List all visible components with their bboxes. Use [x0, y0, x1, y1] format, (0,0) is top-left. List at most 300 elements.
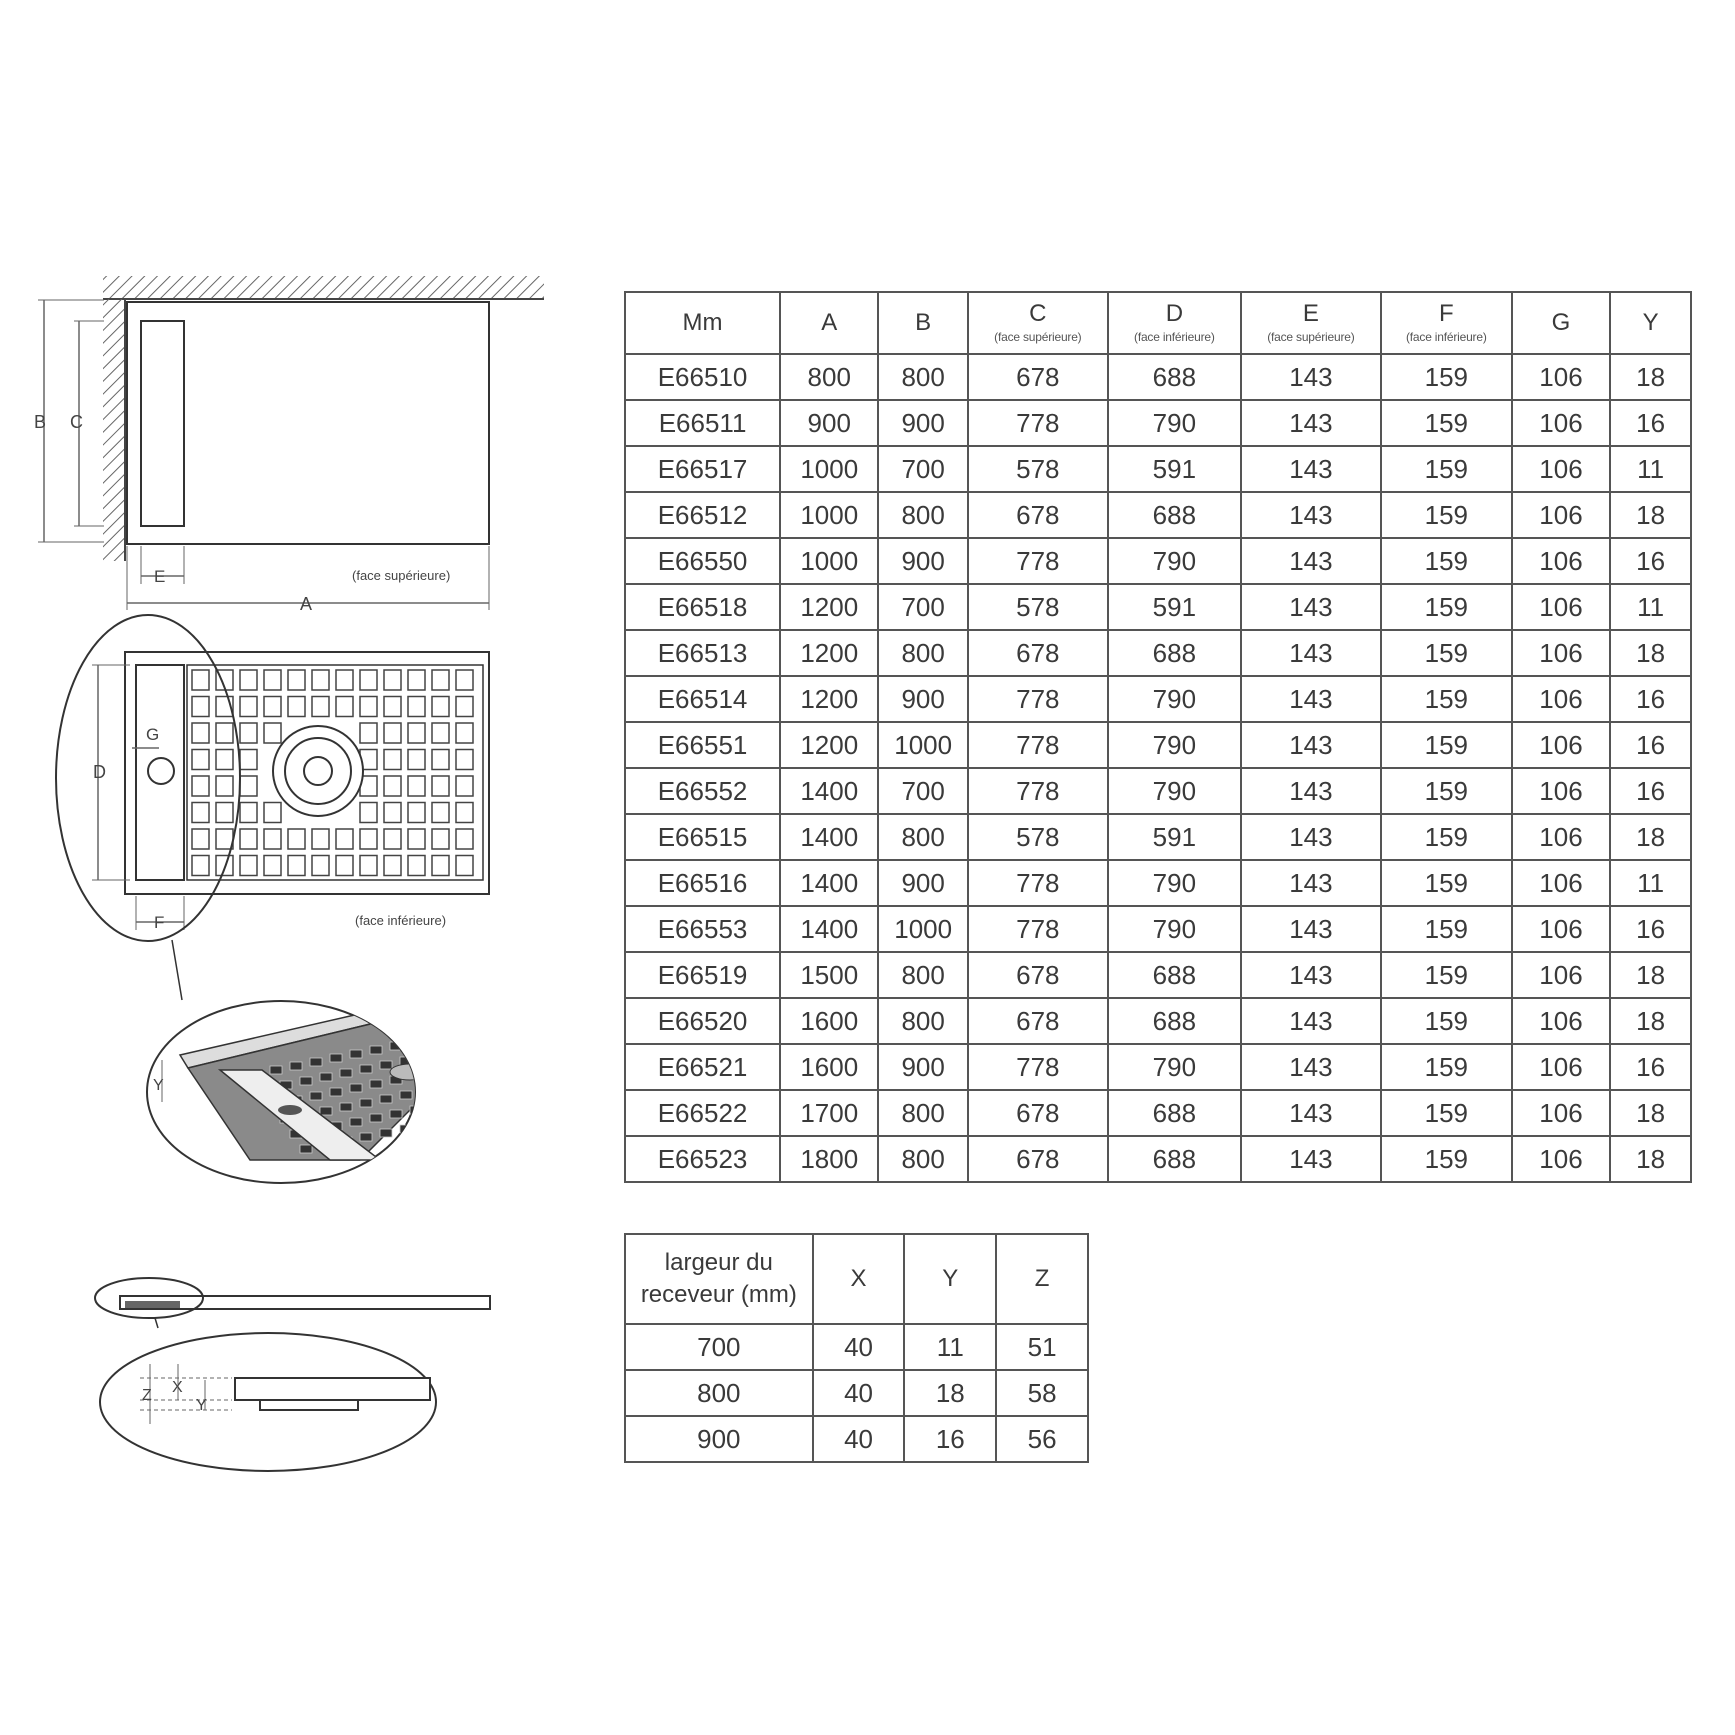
rib-3d-cell [290, 1062, 302, 1070]
tray-outline-top [127, 302, 489, 544]
header-cell [1381, 292, 1512, 354]
table-cell: E66523 [625, 1136, 780, 1182]
table-cell: 159 [1381, 952, 1512, 998]
rib-3d-cell [420, 1121, 432, 1129]
table-cell: 790 [1108, 676, 1241, 722]
header-cell [1108, 292, 1241, 354]
rib-3d-cell [270, 1066, 282, 1074]
table-cell: E66551 [625, 722, 780, 768]
rib-3d-cell [360, 1065, 372, 1073]
table-cell: 18 [1610, 630, 1691, 676]
rib-3d-cell [380, 1061, 392, 1069]
table-row [625, 584, 1691, 630]
rib-3d-cell [430, 1102, 442, 1110]
table-cell: 16 [1610, 538, 1691, 584]
table-cell: 40 [813, 1416, 905, 1462]
header-label: F [1438, 300, 1454, 327]
table-cell: 790 [1108, 768, 1241, 814]
header-label: Mm [682, 309, 723, 336]
rib-cell [408, 803, 425, 823]
table-cell: 11 [904, 1324, 996, 1370]
rib-cell [240, 776, 257, 796]
table-cell: 790 [1108, 906, 1241, 952]
table-cell: E66515 [625, 814, 780, 860]
rib-cell [336, 856, 353, 876]
table-cell: E66511 [625, 400, 780, 446]
rib-cell [288, 697, 305, 717]
rib-cell [432, 697, 449, 717]
table-cell: 106 [1512, 400, 1610, 446]
rib-3d-cell [330, 1088, 342, 1096]
rib-cell [312, 856, 329, 876]
rib-cell [360, 670, 377, 690]
rib-cell [360, 829, 377, 849]
rib-3d-cell [340, 1069, 352, 1077]
table-cell: 143 [1241, 952, 1381, 998]
table-cell: 159 [1381, 630, 1512, 676]
rib-cell [432, 856, 449, 876]
table-cell: 800 [878, 492, 968, 538]
table-cell: 778 [968, 722, 1108, 768]
table-cell: 778 [968, 1044, 1108, 1090]
label-D: D [93, 762, 106, 782]
rib-cell [384, 776, 401, 796]
rib-cell [432, 723, 449, 743]
table-cell: 800 [625, 1370, 813, 1416]
table-cell: 1400 [780, 860, 878, 906]
table-cell: 106 [1512, 722, 1610, 768]
rib-cell [408, 670, 425, 690]
rib-cell [312, 670, 329, 690]
table-cell: 900 [878, 400, 968, 446]
table-cell: 106 [1512, 906, 1610, 952]
side-section [95, 1278, 490, 1471]
table-cell: E66522 [625, 1090, 780, 1136]
table-row [625, 538, 1691, 584]
header-label: B [915, 309, 932, 336]
rib-cell [240, 750, 257, 770]
rib-3d-cell [380, 1095, 392, 1103]
table-cell: 778 [968, 676, 1108, 722]
rib-3d-cell [300, 1145, 312, 1153]
rib-cell [216, 776, 233, 796]
table-cell: 106 [1512, 492, 1610, 538]
rib-cell [456, 829, 473, 849]
rib-3d-cell [440, 1117, 452, 1125]
table-cell: 18 [1610, 814, 1691, 860]
drain-inner [304, 757, 332, 785]
rib-cell [240, 723, 257, 743]
rib-3d-cell [430, 1068, 442, 1076]
rib-cell [240, 829, 257, 849]
table-cell: 900 [878, 860, 968, 906]
table-cell: 688 [1108, 492, 1241, 538]
rib-3d-cell [310, 1058, 322, 1066]
table-row [625, 400, 1691, 446]
table-cell: 143 [1241, 400, 1381, 446]
table-cell: 106 [1512, 676, 1610, 722]
table-cell: 900 [878, 1044, 968, 1090]
rib-cell [360, 856, 377, 876]
table-cell: 11 [1610, 584, 1691, 630]
rib-cell [384, 750, 401, 770]
table-cell: 143 [1241, 354, 1381, 400]
table-cell: 800 [878, 630, 968, 676]
table-cell: 700 [878, 446, 968, 492]
table-cell: 1500 [780, 952, 878, 998]
rib-cell [456, 723, 473, 743]
label-F: F [154, 913, 165, 932]
table-cell: 159 [1381, 492, 1512, 538]
header-label: Y [1642, 309, 1659, 336]
rib-3d-cell [350, 1084, 362, 1092]
rib-cell [432, 750, 449, 770]
rib-cell [408, 829, 425, 849]
table-cell: 143 [1241, 1136, 1381, 1182]
table-cell: E66516 [625, 860, 780, 906]
label-X-section: X [172, 1379, 183, 1396]
header-label: D [1165, 300, 1184, 327]
table-cell: 40 [813, 1370, 905, 1416]
rib-cell [192, 803, 209, 823]
table-cell: E66521 [625, 1044, 780, 1090]
table-cell: 16 [1610, 400, 1691, 446]
table-cell: 1000 [780, 538, 878, 584]
header-cell [1241, 292, 1381, 354]
table-cell: 159 [1381, 1044, 1512, 1090]
table-row [625, 998, 1691, 1044]
label-B: B [34, 412, 47, 432]
header-label: G [1551, 309, 1571, 336]
rib-cell [192, 670, 209, 690]
rib-3d-cell [390, 1110, 402, 1118]
rib-3d-cell [450, 1098, 462, 1106]
rib-cell [192, 776, 209, 796]
table-cell: 700 [625, 1324, 813, 1370]
table-cell: 790 [1108, 400, 1241, 446]
rib-cell [216, 829, 233, 849]
rib-3d-cell [380, 1129, 392, 1137]
rib-cell [456, 776, 473, 796]
rib-cell [432, 776, 449, 796]
header-cell [968, 292, 1108, 354]
table-cell: 106 [1512, 1136, 1610, 1182]
top-view [34, 276, 544, 614]
table-cell: 18 [1610, 492, 1691, 538]
table-cell: 1200 [780, 676, 878, 722]
rib-cell [384, 856, 401, 876]
rib-cell [192, 750, 209, 770]
table-cell: 159 [1381, 538, 1512, 584]
rib-3d-cell [410, 1038, 422, 1046]
table-cell: 106 [1512, 768, 1610, 814]
header-label: E [1302, 300, 1319, 327]
label-Y-detail: Y [153, 1077, 164, 1094]
table-cell: 106 [1512, 952, 1610, 998]
table-cell: 700 [878, 768, 968, 814]
table-cell: 578 [968, 446, 1108, 492]
table-cell: 143 [1241, 722, 1381, 768]
table-cell: 1700 [780, 1090, 878, 1136]
header-cell: X [813, 1234, 905, 1324]
table-row [625, 630, 1691, 676]
rib-cell [312, 697, 329, 717]
table-cell: 1000 [878, 906, 968, 952]
table-row [625, 1370, 1088, 1416]
table-cell: 143 [1241, 584, 1381, 630]
rib-cell [192, 856, 209, 876]
table-row [625, 1090, 1691, 1136]
table-cell: 18 [1610, 998, 1691, 1044]
table-cell: 800 [878, 1090, 968, 1136]
table-cell: 159 [1381, 768, 1512, 814]
rib-3d-cell [420, 1087, 432, 1095]
table-row [625, 906, 1691, 952]
rib-3d-cell [330, 1054, 342, 1062]
rib-cell [384, 829, 401, 849]
table-cell: E66518 [625, 584, 780, 630]
table-cell: 106 [1512, 1044, 1610, 1090]
rib-3d-cell [320, 1073, 332, 1081]
table-cell: 159 [1381, 1090, 1512, 1136]
rib-cell [240, 856, 257, 876]
rib-cell [408, 776, 425, 796]
table-cell: 678 [968, 1090, 1108, 1136]
table-cell: 106 [1512, 630, 1610, 676]
table-cell: 800 [878, 1136, 968, 1182]
table-cell: 18 [1610, 952, 1691, 998]
table-cell: 790 [1108, 860, 1241, 906]
rib-cell [288, 856, 305, 876]
table-cell: 143 [1241, 906, 1381, 952]
table-cell: 578 [968, 814, 1108, 860]
table-cell: 778 [968, 538, 1108, 584]
table-cell: 143 [1241, 492, 1381, 538]
table-cell: 688 [1108, 998, 1241, 1044]
header-cell [1610, 292, 1691, 354]
rib-cell [216, 803, 233, 823]
table-row [625, 492, 1691, 538]
table-cell: 11 [1610, 860, 1691, 906]
width-xyz-table-header [625, 1234, 1088, 1324]
rib-cell [336, 697, 353, 717]
rib-cell [456, 803, 473, 823]
table-cell: 591 [1108, 446, 1241, 492]
rib-cell [456, 750, 473, 770]
label-G: G [146, 725, 160, 744]
rib-cell [264, 723, 281, 743]
rib-cell [264, 670, 281, 690]
header-cell: Y [904, 1234, 996, 1324]
label-face-bottom: (face inférieure) [355, 913, 447, 928]
table-cell: 159 [1381, 400, 1512, 446]
table-cell: 1600 [780, 998, 878, 1044]
table-cell: 900 [878, 676, 968, 722]
rib-3d-cell [320, 1107, 332, 1115]
rib-3d-cell [370, 1046, 382, 1054]
table-cell: 678 [968, 1136, 1108, 1182]
table-cell: 591 [1108, 814, 1241, 860]
table-cell: 16 [1610, 768, 1691, 814]
rib-3d-cell [400, 1091, 412, 1099]
table-cell: 678 [968, 630, 1108, 676]
label-A: A [300, 594, 313, 614]
label-C: C [70, 412, 83, 432]
table-cell: 159 [1381, 584, 1512, 630]
table-cell: 1200 [780, 630, 878, 676]
table-cell: 16 [1610, 676, 1691, 722]
header-cell: Z [996, 1234, 1088, 1324]
header-cell [1512, 292, 1610, 354]
table-cell: 106 [1512, 446, 1610, 492]
table-row [625, 354, 1691, 400]
table-cell: E66520 [625, 998, 780, 1044]
table-cell: 106 [1512, 584, 1610, 630]
table-cell: 18 [1610, 1090, 1691, 1136]
rib-cell [456, 856, 473, 876]
table-cell: E66514 [625, 676, 780, 722]
table-cell: 678 [968, 998, 1108, 1044]
table-cell: E66512 [625, 492, 780, 538]
header-cell [625, 292, 780, 354]
rib-3d-cell [360, 1133, 372, 1141]
table-cell: 688 [1108, 1136, 1241, 1182]
table-cell: 688 [1108, 630, 1241, 676]
table-cell: 778 [968, 860, 1108, 906]
rib-cell [384, 670, 401, 690]
header-cell: largeur du receveur (mm) [625, 1234, 813, 1324]
table-cell: 159 [1381, 860, 1512, 906]
table-cell: 1400 [780, 768, 878, 814]
table-cell: 106 [1512, 860, 1610, 906]
rib-cell [240, 803, 257, 823]
label-Y-section: Y [196, 1397, 207, 1414]
table-cell: 143 [1241, 446, 1381, 492]
technical-diagram [0, 0, 560, 1500]
table-cell: 106 [1512, 354, 1610, 400]
table-cell: 16 [1610, 1044, 1691, 1090]
table-cell: 800 [878, 952, 968, 998]
table-cell: 1200 [780, 584, 878, 630]
header-sublabel: (face supérieure) [1267, 330, 1355, 344]
table-cell: 778 [968, 400, 1108, 446]
table-cell: 700 [878, 584, 968, 630]
table-row [625, 1044, 1691, 1090]
rib-cell [240, 670, 257, 690]
rib-cell [264, 856, 281, 876]
table-cell: 678 [968, 952, 1108, 998]
table-cell: 159 [1381, 998, 1512, 1044]
header-label: A [821, 309, 838, 336]
drain-hole-G [148, 758, 174, 784]
table-cell: 143 [1241, 768, 1381, 814]
rib-cell [360, 803, 377, 823]
table-row [625, 676, 1691, 722]
rib-cell [192, 829, 209, 849]
rib-cell [240, 697, 257, 717]
rib-cell [264, 697, 281, 717]
zoom-ellipse-drain [56, 615, 240, 941]
rib-cell [216, 856, 233, 876]
rib-cell [288, 670, 305, 690]
rib-cell [312, 829, 329, 849]
rib-cell [192, 723, 209, 743]
table-cell: 159 [1381, 722, 1512, 768]
header-sublabel: (face inférieure) [1405, 330, 1487, 344]
header-sublabel: (face supérieure) [994, 330, 1082, 344]
table-row [625, 768, 1691, 814]
header-cell [878, 292, 968, 354]
rib-3d-cell [370, 1080, 382, 1088]
table-cell: E66553 [625, 906, 780, 952]
table-cell: 143 [1241, 538, 1381, 584]
rib-cell [384, 803, 401, 823]
table-cell: 58 [996, 1370, 1088, 1416]
rib-cell [384, 723, 401, 743]
rib-cell [336, 829, 353, 849]
rib-cell [408, 723, 425, 743]
rib-cell [264, 803, 281, 823]
rib-cell [264, 829, 281, 849]
table-cell: 56 [996, 1416, 1088, 1462]
detail-3d [147, 1000, 472, 1183]
drain-channel-top [141, 321, 184, 526]
rib-cell [384, 697, 401, 717]
table-cell: 1400 [780, 906, 878, 952]
table-cell: 1400 [780, 814, 878, 860]
wall-hatch-left [103, 299, 125, 561]
rib-3d-cell [310, 1092, 322, 1100]
rib-cell [216, 723, 233, 743]
table-cell: 688 [1108, 1090, 1241, 1136]
table-cell: 16 [1610, 906, 1691, 952]
table-row [625, 1416, 1088, 1462]
table-cell: E66517 [625, 446, 780, 492]
table-row [625, 1136, 1691, 1182]
table-cell: 678 [968, 492, 1108, 538]
rib-cell [432, 803, 449, 823]
table-cell: 18 [904, 1370, 996, 1416]
rib-cell [456, 670, 473, 690]
table-row [625, 860, 1691, 906]
rib-cell [192, 697, 209, 717]
rib-cell [456, 697, 473, 717]
dimensions-table-header [625, 292, 1691, 354]
table-cell: 16 [904, 1416, 996, 1462]
rib-cell [360, 697, 377, 717]
table-cell: 18 [1610, 354, 1691, 400]
table-cell: 51 [996, 1324, 1088, 1370]
table-cell: 159 [1381, 446, 1512, 492]
table-cell: 790 [1108, 538, 1241, 584]
table-cell: 578 [968, 584, 1108, 630]
table-row [625, 446, 1691, 492]
table-cell: 1000 [780, 446, 878, 492]
table-cell: 1000 [878, 722, 968, 768]
table-cell: 159 [1381, 814, 1512, 860]
table-cell: 143 [1241, 1044, 1381, 1090]
rib-3d-cell [370, 1114, 382, 1122]
rib-cell [216, 750, 233, 770]
rib-cell [408, 856, 425, 876]
table-cell: 900 [780, 400, 878, 446]
width-xyz-table [624, 1233, 1089, 1463]
table-cell: 143 [1241, 998, 1381, 1044]
table-cell: 900 [878, 538, 968, 584]
table-cell: 143 [1241, 630, 1381, 676]
table-cell: 800 [878, 814, 968, 860]
table-cell: 18 [1610, 1136, 1691, 1182]
